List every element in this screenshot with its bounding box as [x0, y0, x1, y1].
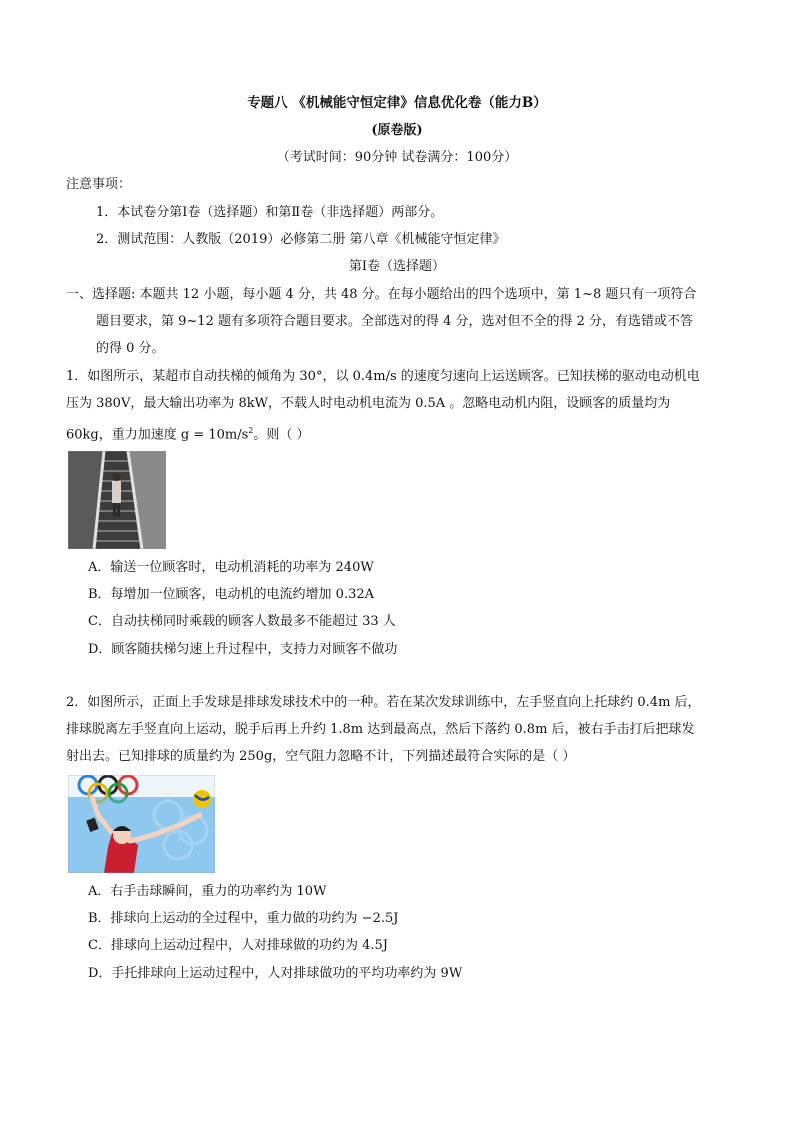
section-instructions: 一、选择题: 本题共 12 小题，每小题 4 分，共 48 分。在每小题给出的四个选项中，第 1~8 题只有一项符合: [66, 287, 697, 302]
section-instructions: 的得 0 分。: [96, 341, 165, 356]
note-item: 2．测试范围：人教版（2019）必修第二册 第八章《机械能守恒定律》: [96, 232, 506, 247]
question-2-text: 2．如图所示，正面上手发球是排球发球技术中的一种。若在某次发球训练中，左手竖直向上托球约 0.4m 后，: [66, 695, 701, 710]
page-title: 专题八 《机械能守恒定律》信息优化卷（能力B）: [247, 95, 547, 111]
note-item: 1．本试卷分第Ⅰ卷（选择题）和第Ⅱ卷（非选择题）两部分。: [96, 205, 444, 220]
question-2-option-c: C．排球向上运动过程中，人对排球做的功约为 4.5J: [88, 938, 388, 953]
question-1-option-a: A．输送一位顾客时，电动机消耗的功率为 240W: [88, 560, 374, 575]
question-1-option-c: C．自动扶梯同时乘载的顾客人数最多不能超过 33 人: [88, 614, 396, 629]
escalator-photo: [68, 451, 166, 549]
page-subtitle: (原卷版): [371, 123, 423, 138]
volleyball-serve-photo: [68, 775, 215, 873]
question-2-option-b: B．排球向上运动的全过程中，重力做的功约为 −2.5J: [88, 911, 399, 926]
question-2-text: 排球脱离左手竖直向上运动，脱手后再上升约 1.8m 达到最高点，然后下落约 0.8m 后，被右手击打后把球发: [66, 722, 695, 737]
question-2-option-a: A．右手击球瞬间，重力的功率约为 10W: [88, 884, 327, 899]
section-instructions: 题目要求，第 9~12 题有多项符合题目要求。全部选对的得 4 分，选对但不全的得 2 分，有选错或不答: [96, 314, 694, 329]
question-2-text: 射出去。已知排球的质量约为 250g，空气阻力忽略不计，下列描述最符合实际的是（ ）: [66, 749, 576, 764]
question-1-text: 1．如图所示，某超市自动扶梯的倾角为 30°，以 0.4m/s 的速度匀速向上运送顾客。已知扶梯的驱动电动机电: [66, 369, 700, 384]
question-2-option-d: D．手托排球向上运动过程中，人对排球做功的平均功率约为 9W: [88, 966, 463, 981]
exam-info: （考试时间：90分钟 试卷满分：100分）: [276, 150, 518, 165]
question-1-option-d: D．顾客随扶梯匀速上升过程中，支持力对顾客不做功: [88, 642, 398, 657]
question-1-text: 60kg，重力加速度 $g = 10m/s^2$。则（ ）: [66, 426, 310, 443]
notes-heading: 注意事项：: [66, 177, 132, 192]
question-1-text: 压为 380V，最大输出功率为 8kW，不载人时电动机电流为 0.5A 。忽略电动机内阻，设顾客的质量均为: [66, 396, 671, 411]
question-1-option-b: B．每增加一位顾客，电动机的电流约增加 0.32A: [88, 587, 375, 602]
section-title: 第Ⅰ卷（选择题）: [348, 259, 446, 274]
